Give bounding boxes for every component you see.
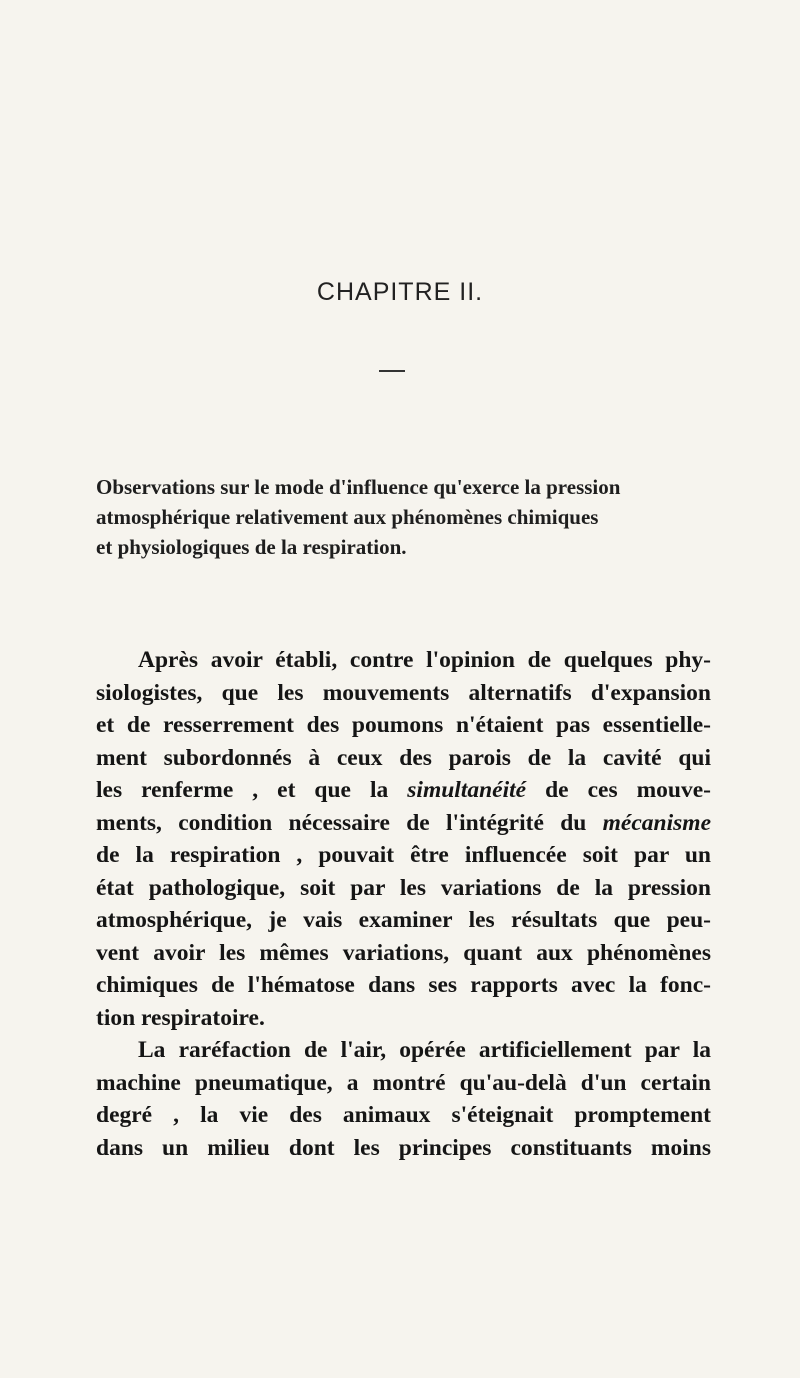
title-divider	[379, 370, 405, 372]
emphasis-mecanisme: mécanisme	[602, 809, 711, 836]
summary-line: atmosphérique relativement aux phénomènes chimiques	[96, 505, 599, 529]
paragraph-line: tion respiratoire.	[96, 1004, 265, 1031]
paragraph-line: de la respiration , pouvait être influencée soit par un	[96, 842, 711, 868]
paragraph-line: Après avoir établi, contre l'opinion de quelques phy-	[138, 647, 711, 673]
paragraph-line: ment subordonnés à ceux des parois de la cavité qui	[96, 744, 711, 771]
summary-line: et physiologiques de la respiration.	[96, 535, 407, 559]
body-text	[96, 644, 711, 1164]
paragraph-line: degré , la vie des animaux s'éteignait promptement	[96, 1102, 711, 1128]
paragraph-line: siologistes, que les mouvements alternatifs d'expansion	[96, 679, 711, 706]
paragraph-line: chimiques de l'hématose dans ses rapports avec la fonc-	[96, 972, 711, 998]
paragraph-line	[96, 807, 711, 840]
summary-line: Observations sur le mode d'influence qu'exerce la pression	[96, 475, 621, 499]
paragraph-line: machine pneumatique, a montré qu'au-delà d'un certain	[96, 1069, 711, 1096]
paragraph-line: dans un milieu dont les principes constituants moins	[96, 1134, 711, 1161]
chapter-summary	[96, 472, 708, 562]
paragraph-line: état pathologique, soit par les variations de la pression	[96, 874, 711, 901]
emphasis-simultaneite: simultanéité	[407, 777, 527, 803]
text-run: de ces mouve-	[545, 777, 711, 803]
paragraph-line: atmosphérique, je vais examiner les résultats que peu-	[96, 907, 711, 933]
text-run: les renferme , et que la	[96, 777, 389, 803]
chapter-title: CHAPITRE II.	[316, 278, 484, 306]
paragraph-line: et de resserrement des poumons n'étaient pas essentielle-	[96, 712, 711, 738]
paragraph-line: La raréfaction de l'air, opérée artificiellement par la	[138, 1037, 711, 1063]
paragraph-line	[96, 774, 711, 807]
paragraph-line: vent avoir les mêmes variations, quant aux phénomènes	[96, 939, 711, 966]
text-run: ments, condition nécessaire de l'intégrité du	[96, 809, 587, 836]
